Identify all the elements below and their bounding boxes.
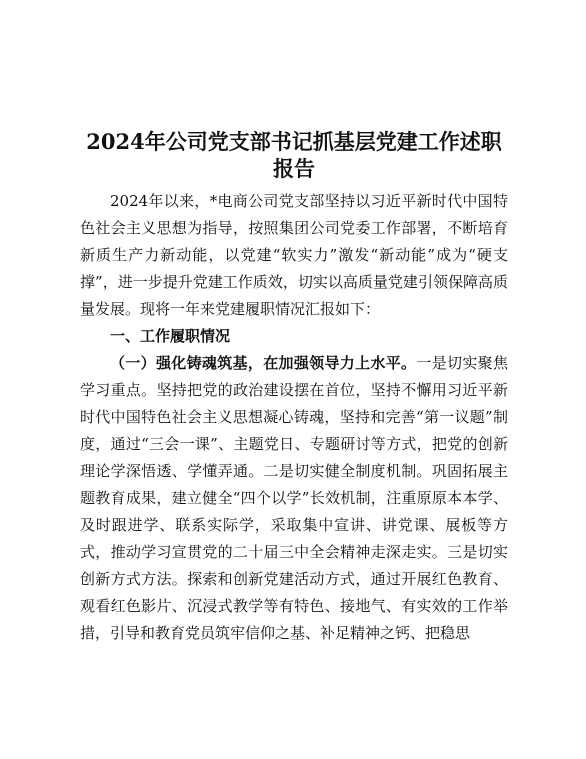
document-body	[80, 128, 508, 647]
section-heading-work-performance: 一、工作履职情况	[110, 327, 231, 345]
document-title: 2024年公司党支部书记抓基层党建工作述职报告	[86, 129, 502, 181]
subsection-body-1: 一是切实聚焦学习重点。坚持把党的政治建设摆在首位，坚持不懈用习近平新时代中国特色社会主义思想凝心铸魂，坚持和完善“第一议题”制度，通过“三会一课”、主题党日、专题研讨等方式，把党的创新理论学深悟透、学懂弄通。二是切实健全制度机制。巩固拓展主题教育成果，建立健全“四个以学”长效机制，注重原原本本学、及时跟进学、联系实际学，采取集中宣讲、讲党课、展板等方式，推动学习宣贯党的二十届三中全会精神走深走实。三是切实创新方式方法。探索和创新党建活动方式，通过开展红色教育、观看红色影片、沉浸式教学等有特色、接地气、有实效的工作举措，引导和教育党员筑牢信仰之基、补足精神之钙、把稳思	[80, 354, 508, 642]
intro-paragraph: 2024年以来，*电商公司党支部坚持以习近平新时代中国特色社会主义思想为指导，按照集团公司党委工作部署，不断培育新质生产力新动能，以党建“软实力”激发“新动能”成为“硬支撑”，进一步提升党建工作质效，切实以高质量党建引领保障高质量发展。现将一年来党建履职情况汇报如下：	[80, 192, 508, 318]
subsection-lead-1: （一）强化铸魂筑基，在加强领导力上水平。	[110, 354, 417, 372]
subsection-paragraph-1	[80, 350, 508, 647]
